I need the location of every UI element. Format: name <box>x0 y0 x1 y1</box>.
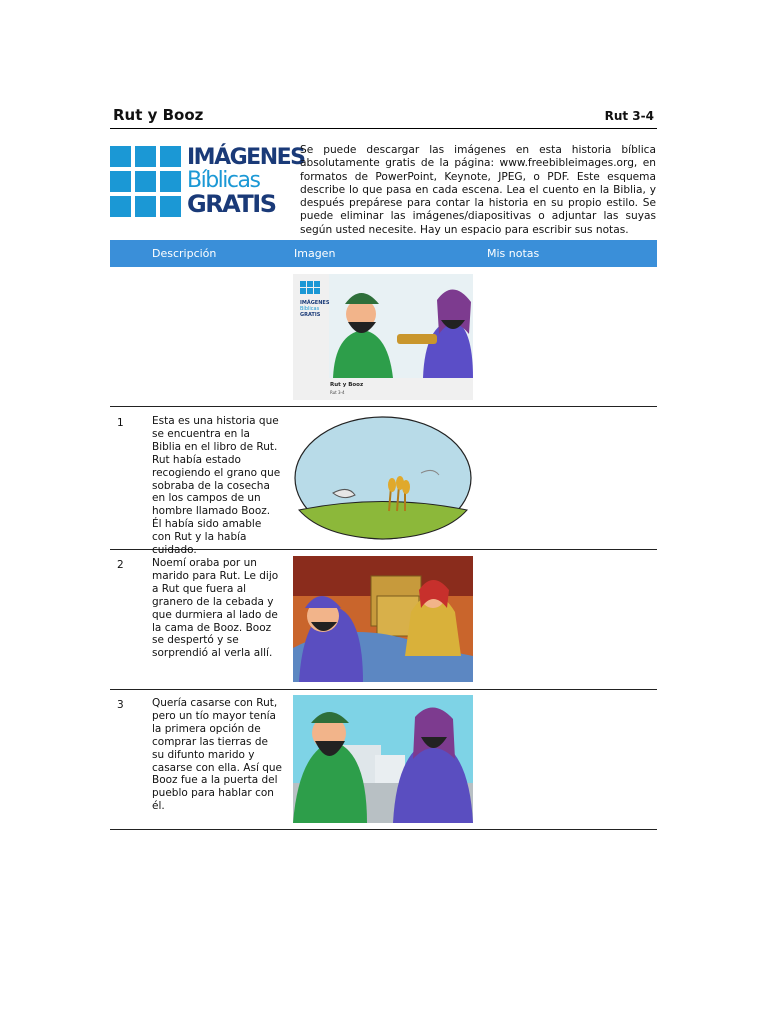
table-row-cover <box>110 267 657 407</box>
document-header <box>110 104 657 129</box>
scene-image <box>293 415 473 541</box>
field-illustration <box>293 415 473 541</box>
scene-number: 2 <box>117 559 124 571</box>
table-header <box>110 240 657 267</box>
cover-slide-title: Rut y Booz <box>330 382 364 388</box>
scene-image <box>293 556 473 682</box>
notes-cell[interactable] <box>487 689 657 829</box>
notes-cell[interactable] <box>487 549 657 689</box>
threshing-floor-illustration <box>293 556 473 682</box>
logo-grid-icon <box>110 146 182 218</box>
scene-image <box>293 695 473 823</box>
cover-slide-ref: Rut 3-4 <box>330 390 345 395</box>
scene-description: Esta es una historia que se encuentra en la Biblia en el libro de Rut. Rut había estado recogiendo el grano que sobraba de la cosecha en los campos de un hombre llamado Booz. Él había sido amable con Rut y la había cuidado. <box>152 415 281 557</box>
logo-word-1: IMÁGENES <box>187 145 305 170</box>
cover-logo-word-1: IMÁGENES <box>300 300 330 306</box>
scene-number: 1 <box>117 417 124 429</box>
column-header-image: Imagen <box>294 247 336 260</box>
column-header-notes: Mis notas <box>487 247 540 260</box>
notes-cell[interactable] <box>487 267 657 406</box>
logo-word-3: GRATIS <box>187 190 276 218</box>
free-bible-images-logo <box>110 145 305 218</box>
table-row <box>110 549 657 690</box>
cover-illustration <box>293 274 473 400</box>
intro-paragraph: Se puede descargar las imágenes en esta historia bíblica absolutamente gratis de la página: www.freebibleimages.org, en formatos de PowerPoint, Keynote, JPEG, o PDF. Este esquema describe lo que pasa en cada escena. Lea el cuento en la Biblia, y después prepárese para contar la historia en su propio estilo. Se puede eliminar las imágenes/diapositivas o adjuntar las suyas según usted necesite. Hay un espacio para escribir sus notas. <box>300 144 656 236</box>
table-row <box>110 407 657 557</box>
document-title: Rut y Booz <box>113 106 204 124</box>
city-gate-illustration <box>293 695 473 823</box>
cover-logo-word-3: GRATIS <box>300 312 321 318</box>
cover-logo-word-2: Bíblicas <box>300 306 320 312</box>
logo-word-2: Bíblicas <box>187 168 260 193</box>
scene-description: Quería casarse con Rut, pero un tío mayor tenía la primera opción de comprar las tierras de su difunto marido y casarse con ella. Así que Booz fue a la puerta del pueblo para hablar con él. <box>152 697 282 813</box>
scripture-reference: Rut 3-4 <box>604 109 654 123</box>
notes-cell[interactable] <box>487 407 657 549</box>
scene-number: 3 <box>117 699 124 711</box>
table-row <box>110 689 657 830</box>
scene-description: Noemí oraba por un marido para Rut. Le dijo a Rut que fuera al granero de la cebada y que durmiera al lado de la cama de Booz. Booz se despertó y se sorprendió al verla allí. <box>152 557 279 660</box>
column-header-description: Descripción <box>152 247 217 260</box>
cover-slide-image <box>293 274 473 400</box>
